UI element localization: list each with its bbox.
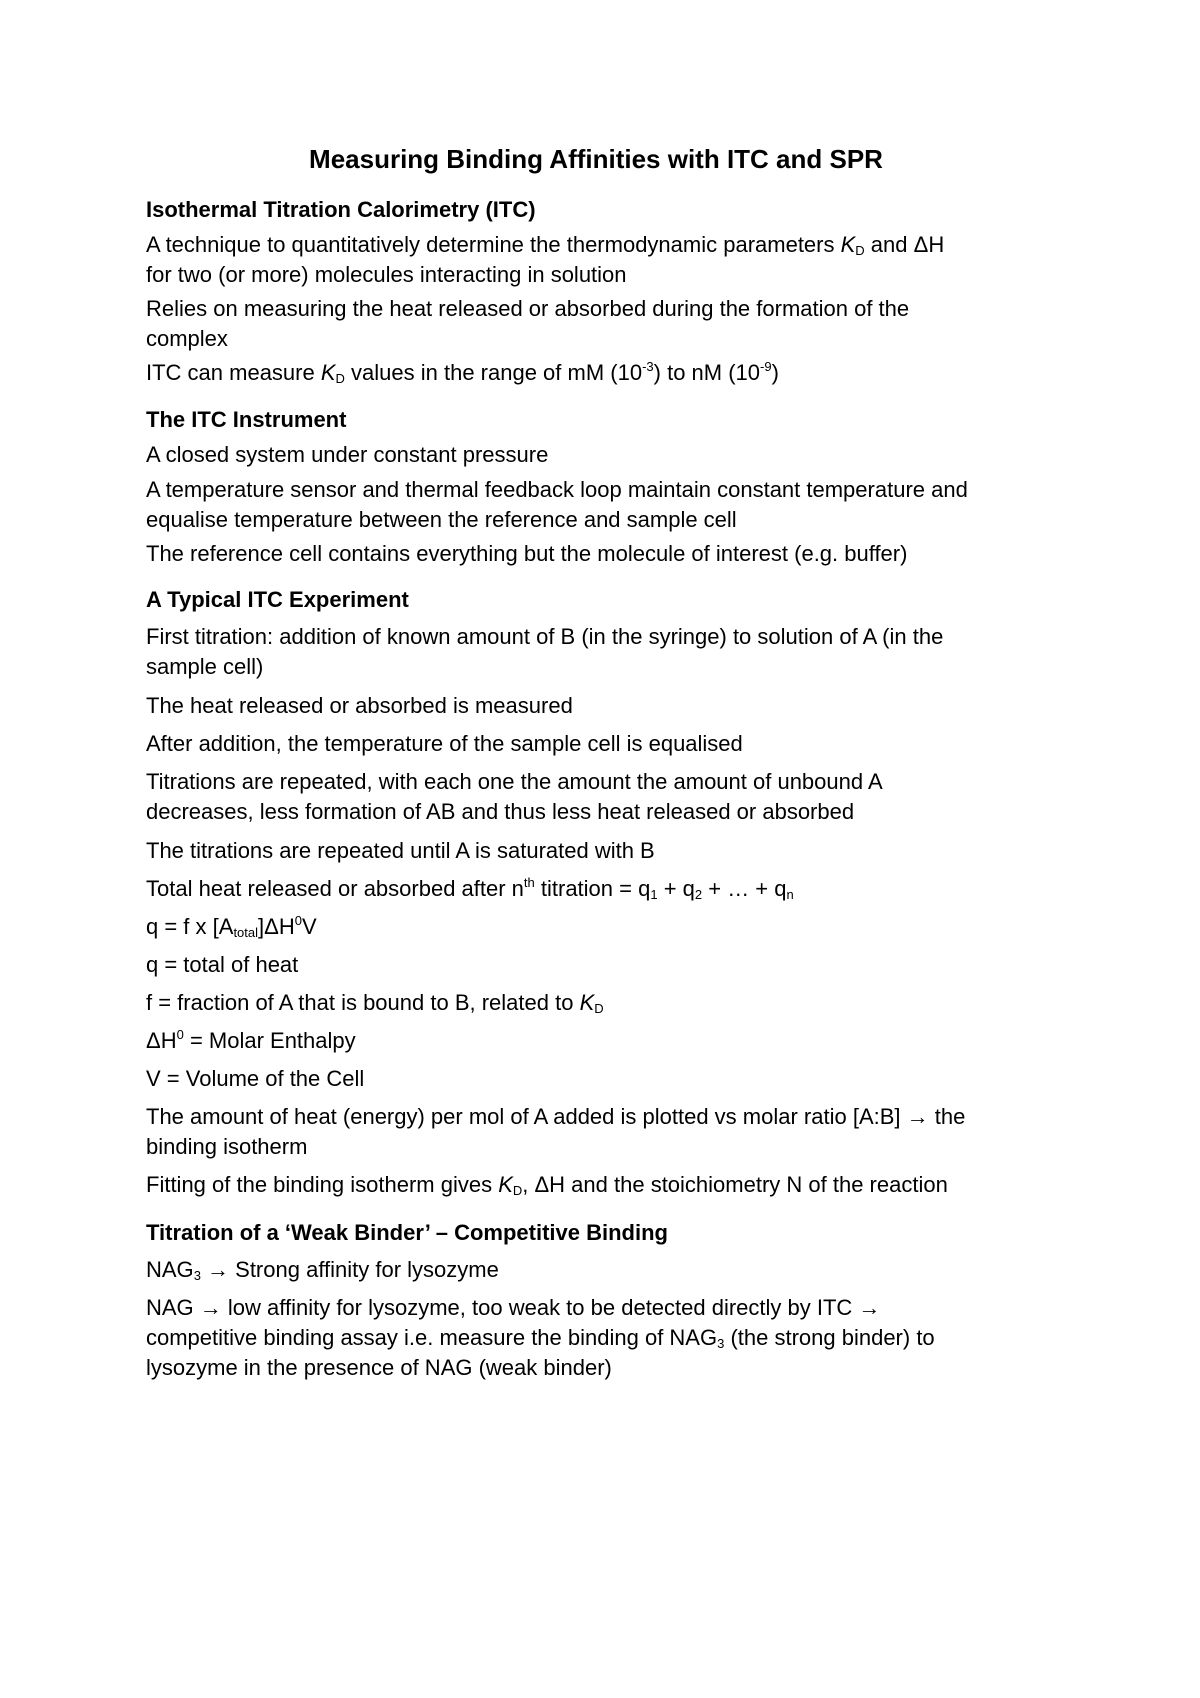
nag-line-b: competitive binding assay i.e. measure the binding of $NAG_3$ (the strong binder) to bbox=[146, 1325, 935, 1351]
itc-heat-line-1: Relies on measuring the heat released or absorbed during the formation of the bbox=[146, 296, 910, 321]
f-definition: f = fraction of A that is bound to B, related to $K_D$ bbox=[146, 990, 604, 1016]
isotherm-line-b: binding isotherm bbox=[146, 1134, 308, 1159]
experiment-line-2: The heat released or absorbed is measured bbox=[146, 693, 573, 718]
itc-heat-line-2: complex bbox=[146, 326, 228, 351]
itc-range-line: ITC can measure $K_D$ values in the range of mM $(10^{-3})$ to nM $(10^{-9})$ bbox=[146, 359, 779, 386]
itc-definition-line-1: A technique to quantitatively determine the thermodynamic parameters $K_D$ and ΔH bbox=[146, 232, 945, 258]
section-heading-itc: Isothermal Titration Calorimetry (ITC) bbox=[146, 197, 536, 222]
experiment-line-4a: Titrations are repeated, with each one the amount the amount of unbound A bbox=[146, 769, 883, 794]
enthalpy-definition: $\Delta H^0$ = Molar Enthalpy bbox=[146, 1027, 356, 1053]
page-title: Measuring Binding Affinities with ITC and SPR bbox=[309, 144, 883, 174]
q-definition: q = total of heat bbox=[146, 952, 299, 977]
instrument-line-2b: equalise temperature between the reference and sample cell bbox=[146, 507, 737, 532]
itc-definition-line-2: for two (or more) molecules interacting in solution bbox=[146, 262, 627, 287]
section-heading-weak-binder: Titration of a ‘Weak Binder’ – Competitive Binding bbox=[146, 1220, 668, 1245]
instrument-line-2a: A temperature sensor and thermal feedback loop maintain constant temperature and bbox=[146, 477, 968, 502]
instrument-line-3: The reference cell contains everything but the molecule of interest (e.g. buffer) bbox=[146, 541, 908, 566]
volume-definition: V = Volume of the Cell bbox=[146, 1066, 365, 1091]
experiment-line-3: After addition, the temperature of the sample cell is equalised bbox=[146, 731, 743, 756]
experiment-line-1b: sample cell) bbox=[146, 654, 264, 679]
experiment-line-1a: First titration: addition of known amount of B (in the syringe) to solution of A (in the bbox=[146, 624, 944, 649]
nag3-line: $NAG_3$ → Strong affinity for lysozyme bbox=[146, 1257, 499, 1283]
experiment-line-4b: decreases, less formation of AB and thus less heat released or absorbed bbox=[146, 799, 855, 824]
instrument-line-1: A closed system under constant pressure bbox=[146, 442, 549, 467]
section-heading-instrument: The ITC Instrument bbox=[146, 407, 347, 432]
q-equation: q = f x $[A_{total}]\Delta H^0V$ bbox=[146, 913, 317, 940]
section-heading-experiment: A Typical ITC Experiment bbox=[146, 587, 409, 612]
isotherm-line-a: The amount of heat (energy) per mol of A added is plotted vs molar ratio [A:B] → the bbox=[146, 1104, 966, 1129]
nag-line-c: lysozyme in the presence of NAG (weak binder) bbox=[146, 1355, 612, 1380]
total-heat-equation: Total heat released or absorbed after $n^{th}$ titration = $q_1 + q_2$ + … + $q_n$ bbox=[146, 875, 794, 902]
nag-line-a: NAG → low affinity for lysozyme, too weak to be detected directly by ITC → bbox=[146, 1295, 881, 1320]
experiment-line-5: The titrations are repeated until A is saturated with B bbox=[146, 838, 655, 863]
fitting-line: Fitting of the binding isotherm gives $K_D$, ΔH and the stoichiometry N of the reaction bbox=[146, 1172, 948, 1198]
